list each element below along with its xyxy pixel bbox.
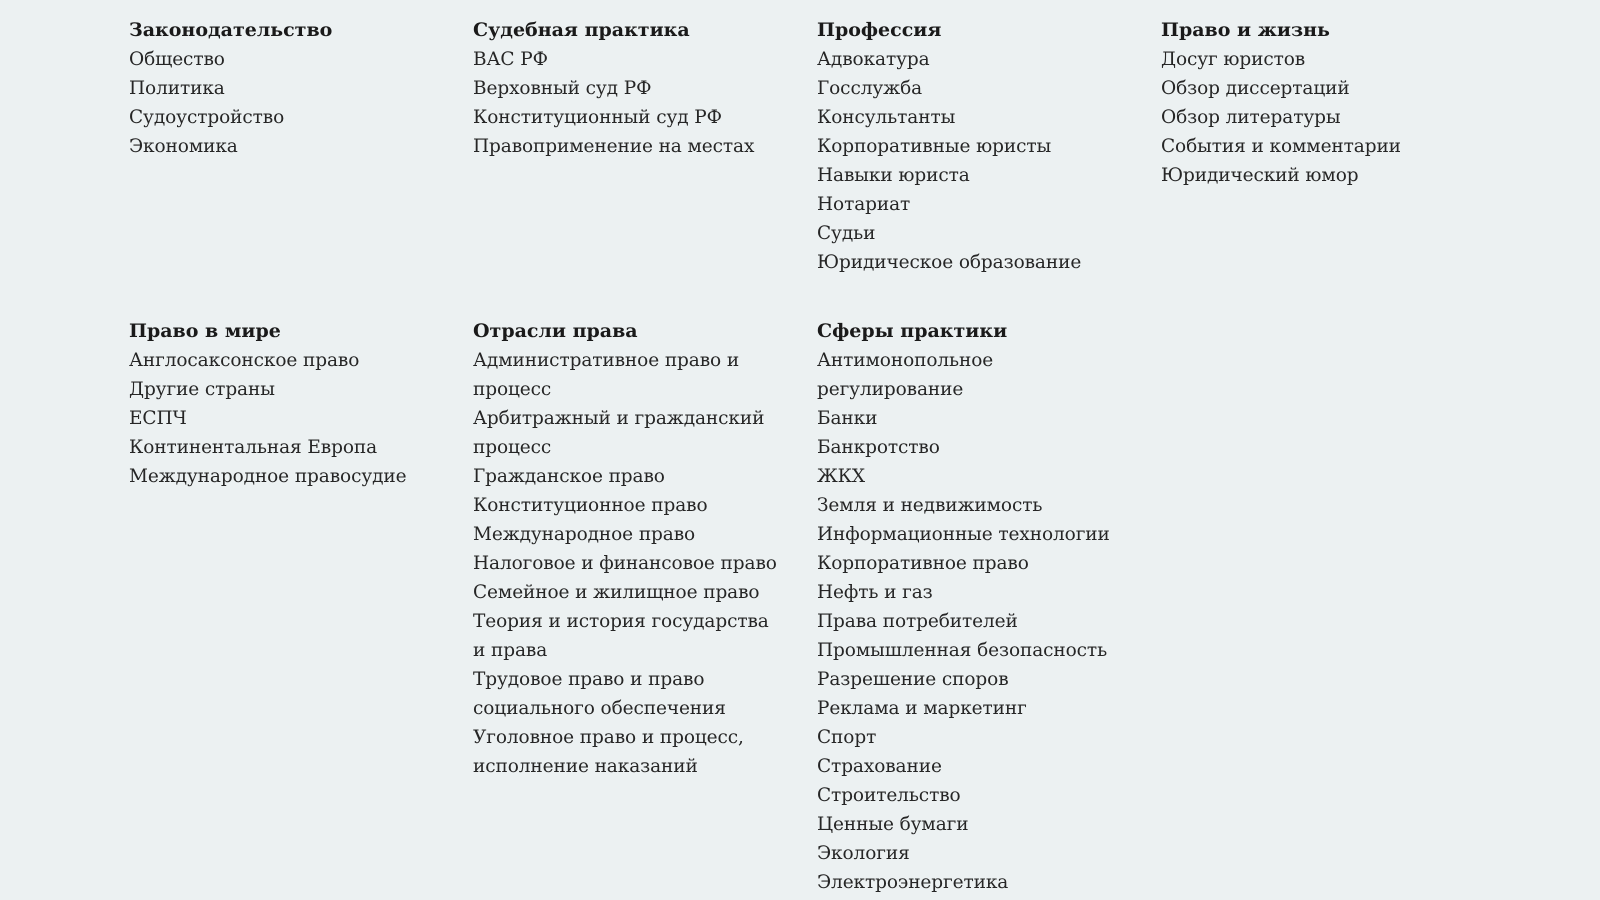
rubric-link[interactable]: Судьи xyxy=(817,223,876,244)
rubric-link[interactable]: Юридический юмор xyxy=(1161,165,1359,186)
section-links xyxy=(473,45,817,161)
rubric-link[interactable]: Гражданское право xyxy=(473,466,665,487)
section-title[interactable]: Право в мире xyxy=(129,320,281,342)
rubric-link[interactable]: Права потребителей xyxy=(817,611,1018,632)
rubric-link[interactable]: Конституционное право xyxy=(473,495,708,516)
rubric-link[interactable]: Корпоративное право xyxy=(817,553,1029,574)
section-links xyxy=(817,45,1161,277)
rubric-link[interactable]: Правоприменение на местах xyxy=(473,136,755,157)
rubric-link[interactable]: Верховный суд РФ xyxy=(473,78,652,99)
rubric-link[interactable]: Экология xyxy=(817,843,910,864)
rubric-link[interactable]: Обзор литературы xyxy=(1161,107,1341,128)
section-links xyxy=(129,45,473,161)
rubric-link[interactable]: Строительство xyxy=(817,785,961,806)
rubric-link[interactable]: Юридическое образование xyxy=(817,252,1082,273)
section-links xyxy=(129,346,473,491)
rubric-link[interactable]: Трудовое право и право социального обеспечения xyxy=(473,669,726,719)
rubric-link[interactable]: Континентальная Европа xyxy=(129,437,378,458)
rubric-link[interactable]: Госслужба xyxy=(817,78,923,99)
rubric-link[interactable]: Нотариат xyxy=(817,194,911,215)
section-zakonodatelstvo xyxy=(129,16,473,277)
rubric-link[interactable]: Англосаксонское право xyxy=(129,350,360,371)
rubric-link[interactable]: Досуг юристов xyxy=(1161,49,1306,70)
section-pravo-i-zhizn xyxy=(1161,16,1505,277)
rubric-link[interactable]: Судоустройство xyxy=(129,107,285,128)
section-sfery-praktiki xyxy=(817,317,1161,897)
rubric-link[interactable]: Конституционный суд РФ xyxy=(473,107,722,128)
rubric-link[interactable]: ВАС РФ xyxy=(473,49,548,70)
rubric-link[interactable]: Адвокатура xyxy=(817,49,930,70)
rubric-link[interactable]: Налоговое и финансовое право xyxy=(473,553,777,574)
rubric-link[interactable]: ЖКХ xyxy=(817,466,865,487)
rubric-link[interactable]: Банкротство xyxy=(817,437,940,458)
rubric-link[interactable]: Разрешение споров xyxy=(817,669,1009,690)
rubric-link[interactable]: Уголовное право и процесс, исполнение наказаний xyxy=(473,727,744,777)
rubric-link[interactable]: Международное право xyxy=(473,524,696,545)
rubric-link[interactable]: Реклама и маркетинг xyxy=(817,698,1027,719)
rubric-link[interactable]: Международное правосудие xyxy=(129,466,407,487)
rubric-link[interactable]: Административное право и процесс xyxy=(473,350,740,400)
rubric-link[interactable]: Обзор диссертаций xyxy=(1161,78,1350,99)
rubric-link[interactable]: Политика xyxy=(129,78,225,99)
rubric-link[interactable]: Теория и история государства и права xyxy=(473,611,769,661)
section-pravo-v-mire xyxy=(129,317,473,897)
section-title[interactable]: Право и жизнь xyxy=(1161,19,1330,41)
rubric-link[interactable]: Навыки юриста xyxy=(817,165,970,186)
rubric-link[interactable]: Антимонопольное регулирование xyxy=(817,350,994,400)
rubric-link[interactable]: Консультанты xyxy=(817,107,956,128)
section-links xyxy=(473,346,817,781)
section-title[interactable]: Сферы практики xyxy=(817,320,1008,342)
rubric-link[interactable]: Промышленная безопасность xyxy=(817,640,1108,661)
rubric-link[interactable]: Другие страны xyxy=(129,379,275,400)
rubric-link[interactable]: Земля и недвижимость xyxy=(817,495,1043,516)
rubric-link[interactable]: Электроэнергетика xyxy=(817,872,1009,893)
rubric-link[interactable]: Спорт xyxy=(817,727,877,748)
rubric-link[interactable]: События и комментарии xyxy=(1161,136,1401,157)
rubric-link[interactable]: Ценные бумаги xyxy=(817,814,969,835)
section-title[interactable]: Профессия xyxy=(817,19,942,41)
section-professiya xyxy=(817,16,1161,277)
section-otrasli-prava xyxy=(473,317,817,897)
rubric-link[interactable]: Экономика xyxy=(129,136,238,157)
rubric-link[interactable]: Семейное и жилищное право xyxy=(473,582,760,603)
rubric-link[interactable]: ЕСПЧ xyxy=(129,408,187,429)
section-links xyxy=(1161,45,1505,190)
rubric-link[interactable]: Информационные технологии xyxy=(817,524,1110,545)
section-links xyxy=(817,346,1161,897)
section-title[interactable]: Отрасли права xyxy=(473,320,638,342)
rubric-link[interactable]: Банки xyxy=(817,408,878,429)
footer-rubric-menu xyxy=(129,16,1489,897)
section-title[interactable]: Законодательство xyxy=(129,19,333,41)
rubric-link[interactable]: Корпоративные юристы xyxy=(817,136,1052,157)
section-sudebnaya-praktika xyxy=(473,16,817,277)
section-title[interactable]: Судебная практика xyxy=(473,19,690,41)
rubric-link[interactable]: Страхование xyxy=(817,756,942,777)
rubric-link[interactable]: Общество xyxy=(129,49,225,70)
rubric-link[interactable]: Нефть и газ xyxy=(817,582,933,603)
rubric-link[interactable]: Арбитражный и гражданский процесс xyxy=(473,408,765,458)
